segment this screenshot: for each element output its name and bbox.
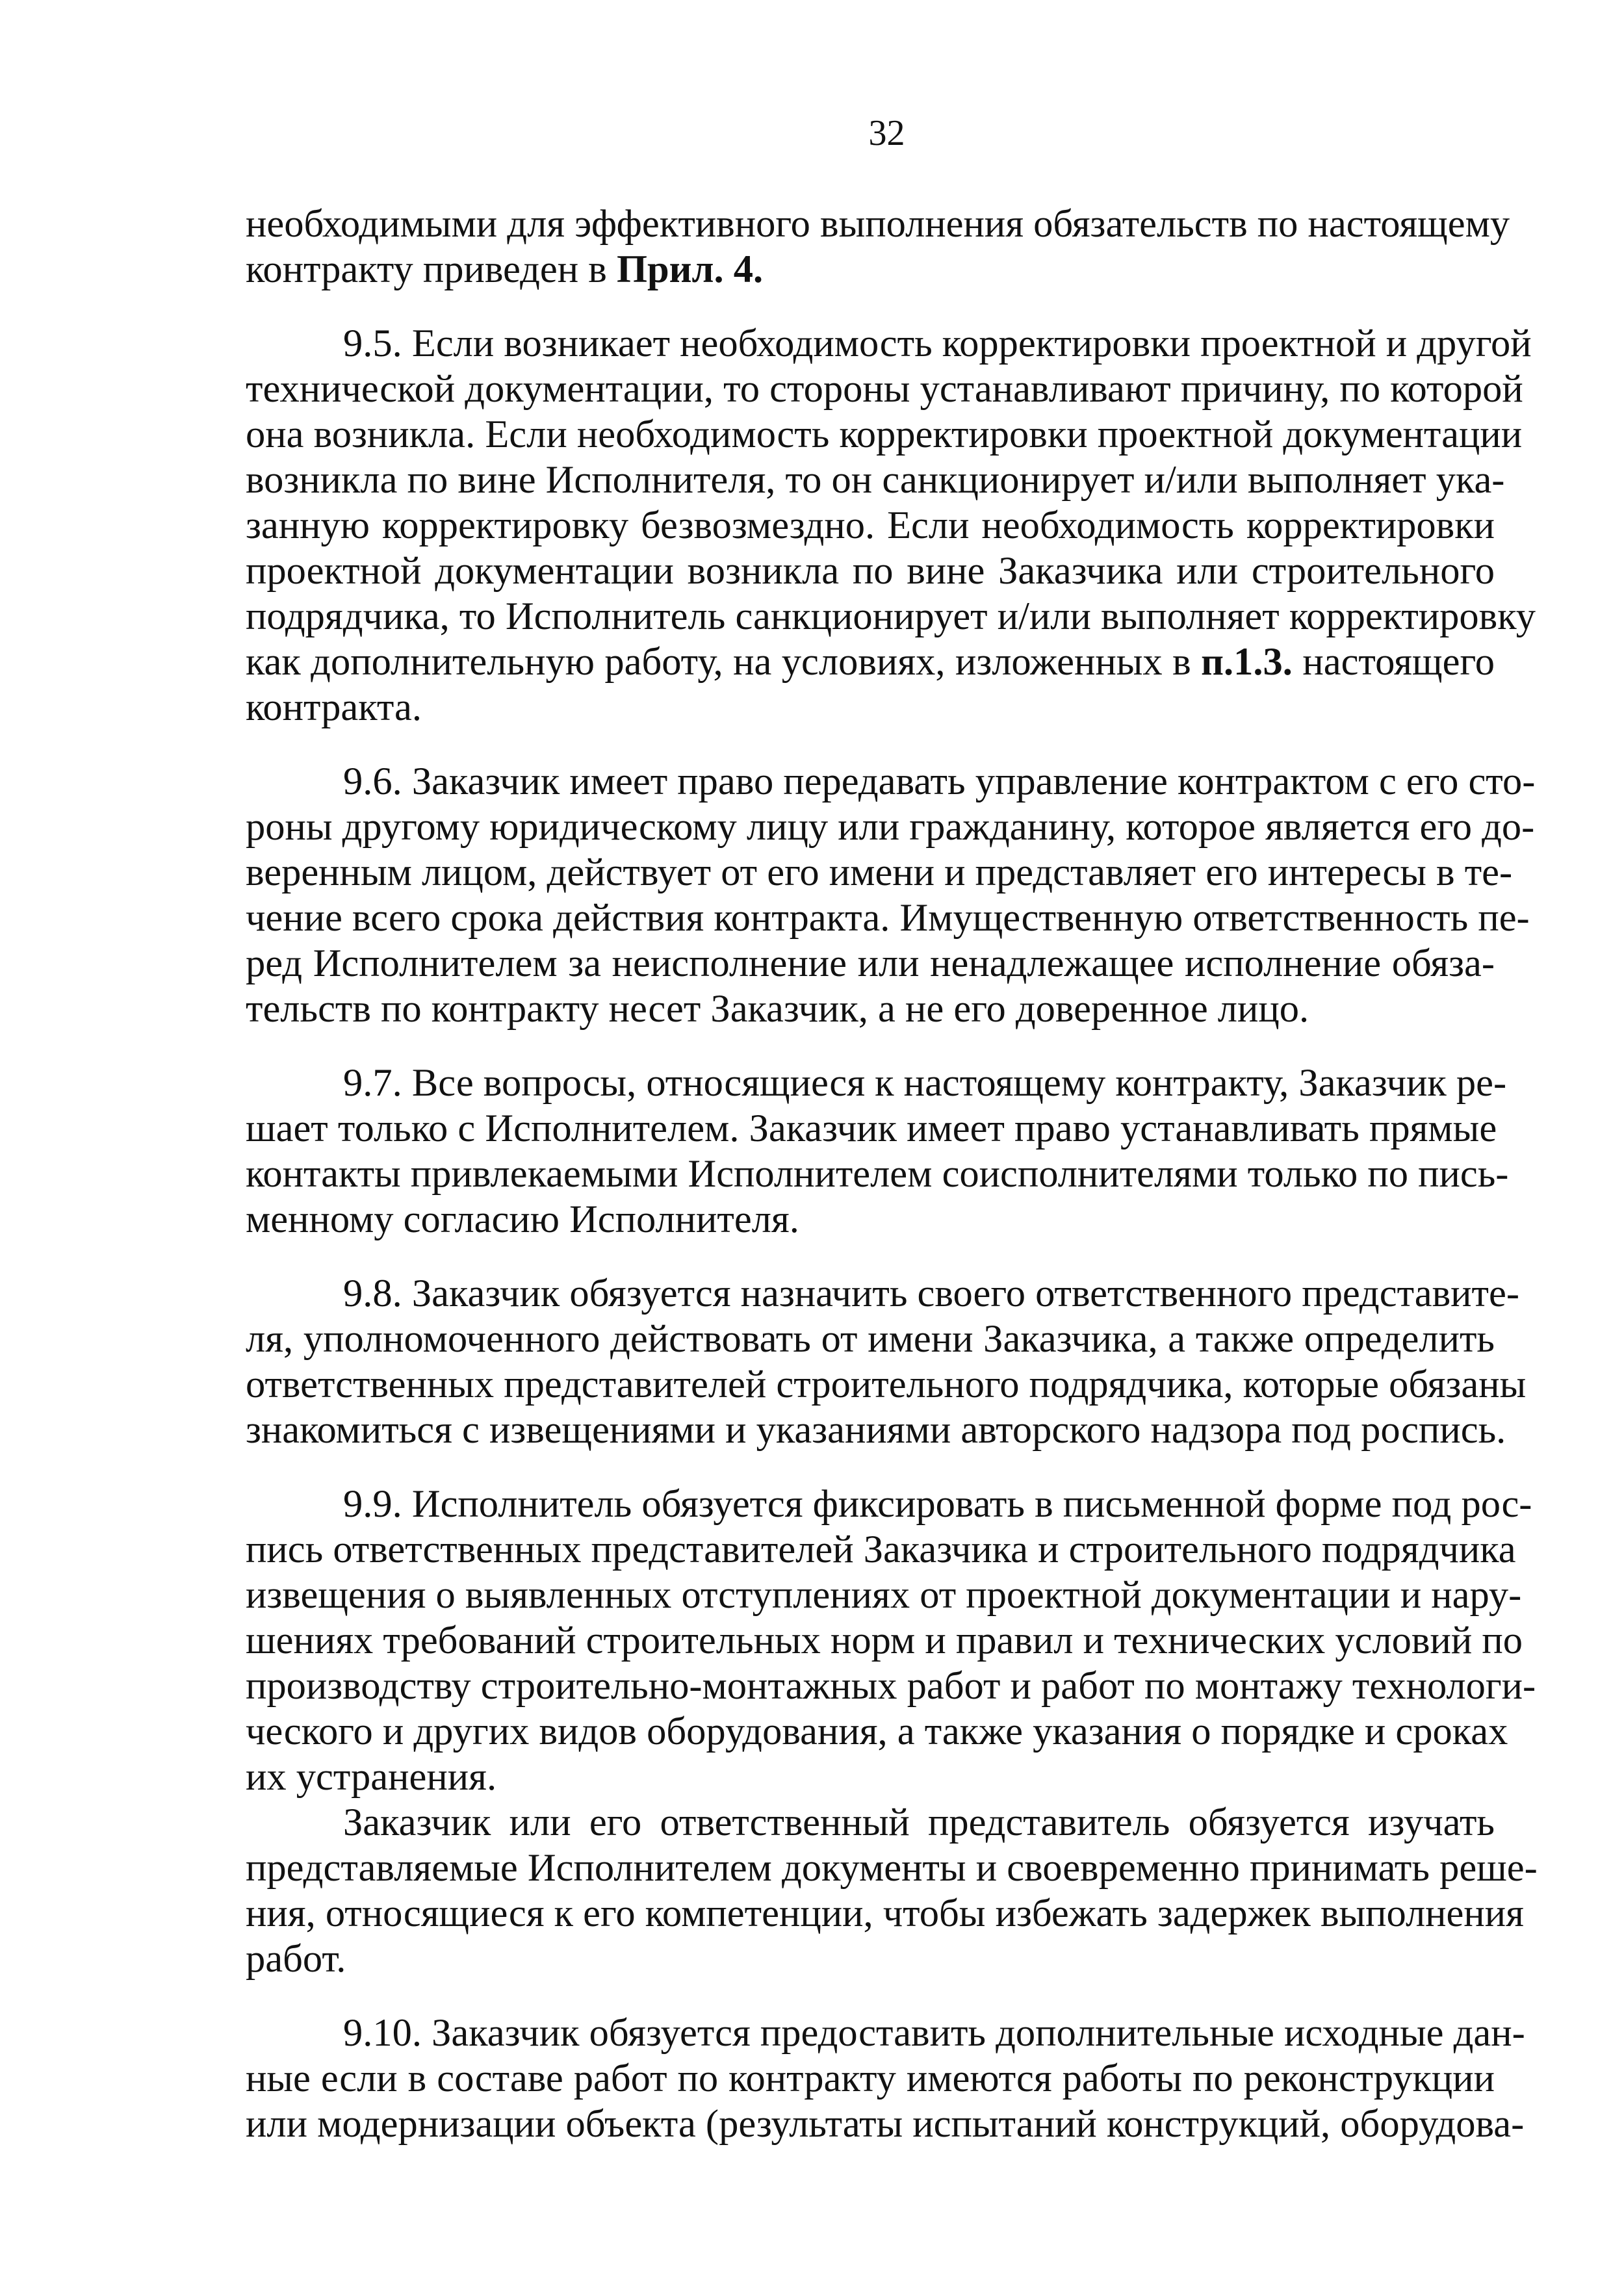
text-run: или модернизации объекта (результаты испытаний конструкций, оборудова- — [246, 2102, 1525, 2146]
text-run: 9.5. Если возникает необходимость корректировки проектной и другой — [343, 322, 1532, 365]
bold-reference: п.1.3. — [1201, 640, 1293, 684]
text-line — [246, 1482, 1532, 1527]
text-run: шениях требований строительных норм и правил и технических условий по — [246, 1619, 1523, 1662]
text-line — [246, 804, 1535, 850]
text-run: технической документации, то стороны устанавливают причину, по которой — [246, 367, 1523, 411]
text-line — [246, 1664, 1536, 1709]
text-line — [246, 895, 1530, 941]
text-run: знакомиться с извещениями и указаниями авторского надзора под роспись. — [246, 1408, 1506, 1452]
text-line — [246, 1317, 1495, 1362]
text-line — [246, 1197, 1495, 1242]
text-line — [246, 594, 1536, 639]
text-run: ля, уполномоченного действовать от имени Заказчика, а также определить — [246, 1317, 1495, 1361]
body-text — [246, 201, 1538, 2147]
text-run: роны другому юридическому лицу или гражданину, которое является его до- — [246, 805, 1535, 849]
text-line — [246, 1845, 1538, 1891]
text-line — [246, 247, 1495, 292]
text-run: ред Исполнителем за неисполнение или ненадлежащее исполнение обяза- — [246, 942, 1495, 985]
text-line — [246, 685, 1495, 730]
text-run: шает только с Исполнителем. Заказчик имеет право устанавливать прямые — [246, 1107, 1497, 1150]
text-run: ные если в составе работ по контракту имеются работы по реконструкции — [246, 2057, 1495, 2100]
text-run: контракта. — [246, 686, 422, 729]
text-line — [246, 412, 1523, 457]
text-line — [246, 1271, 1519, 1317]
page-number: 32 — [868, 113, 905, 153]
text-run: ния, относящиеся к его компетенции, чтобы избежать задержек выполнения — [246, 1892, 1524, 1935]
text-run: их устранения. — [246, 1755, 497, 1799]
text-run: проектной документации возникла по вине Заказчика или строительного — [246, 549, 1495, 593]
text-line — [246, 201, 1510, 247]
text-run: производству строительно-монтажных работ и работ по монтажу технологи- — [246, 1664, 1536, 1708]
text-run: как дополнительную работу, на условиях, изложенных в — [246, 640, 1202, 684]
text-line — [246, 1936, 1495, 1982]
text-line — [246, 321, 1532, 366]
text-line — [246, 1527, 1516, 1573]
text-run: она возникла. Если необходимость корректировки проектной документации — [246, 413, 1523, 456]
text-line — [246, 1573, 1522, 1618]
text-run: контракту приведен в — [246, 248, 617, 291]
text-run: Заказчик или его ответственный представитель обязуется изучать — [343, 1801, 1495, 1844]
text-run: ответственных представителей строительного подрядчика, которые обязаны — [246, 1363, 1527, 1406]
text-run: подрядчика, то Исполнитель санкционирует и/или выполняет корректировку — [246, 595, 1536, 638]
text-line — [246, 457, 1505, 503]
bold-reference: Прил. 4. — [616, 248, 764, 291]
text-run: настоящего — [1292, 640, 1495, 684]
text-run: представляемые Исполнителем документы и своевременно принимать реше- — [246, 1846, 1538, 1890]
text-run: работ. — [246, 1937, 346, 1981]
text-run: извещения о выявленных отступлениях от проектной документации и нару- — [246, 1573, 1522, 1617]
text-run: 9.10. Заказчик обязуется предоставить дополнительные исходные дан- — [343, 2011, 1525, 2055]
text-line — [246, 503, 1495, 548]
text-line — [246, 2102, 1525, 2147]
text-run: чение всего срока действия контракта. Имущественную ответственность пе- — [246, 896, 1530, 940]
text-run: необходимыми для эффективного выполнения обязательств по настоящему — [246, 202, 1510, 246]
text-run: 9.7. Все вопросы, относящиеся к настоящему контракту, Заказчик ре- — [343, 1061, 1507, 1105]
text-line — [246, 1755, 1495, 1800]
text-line — [246, 1060, 1507, 1106]
text-line — [246, 1362, 1527, 1408]
text-run: контакты привлекаемыми Исполнителем соисполнителями только по пись- — [246, 1152, 1509, 1196]
text-line — [246, 850, 1513, 895]
text-line — [246, 986, 1495, 1032]
text-line — [246, 548, 1495, 594]
text-line — [246, 366, 1523, 412]
text-run: менному согласию Исполнителя. — [246, 1198, 799, 1241]
text-line — [246, 1408, 1506, 1453]
text-run: занную корректировку безвозмездно. Если необходимость корректировки — [246, 504, 1495, 547]
text-line — [246, 759, 1536, 804]
text-line — [246, 1891, 1524, 1936]
text-line — [246, 639, 1495, 685]
text-run: тельств по контракту несет Заказчик, а не его доверенное лицо. — [246, 987, 1309, 1031]
text-line — [246, 2056, 1495, 2102]
text-line — [246, 2011, 1525, 2056]
text-run: 9.8. Заказчик обязуется назначить своего ответственного представите- — [343, 1272, 1519, 1315]
text-line — [246, 1106, 1495, 1151]
text-run: пись ответственных представителей Заказчика и строительного подрядчика — [246, 1528, 1516, 1571]
text-run: 9.6. Заказчик имеет право передавать управление контрактом с его сто- — [343, 760, 1536, 803]
text-line — [246, 941, 1495, 986]
text-run: 9.9. Исполнитель обязуется фиксировать в письменной форме под рос- — [343, 1482, 1532, 1526]
text-run: возникла по вине Исполнителя, то он санкционирует и/или выполняет ука- — [246, 458, 1505, 502]
text-line — [246, 1800, 1495, 1845]
text-line — [246, 1151, 1509, 1197]
text-line — [246, 1618, 1523, 1664]
text-run: веренным лицом, действует от его имени и представляет его интересы в те- — [246, 851, 1513, 894]
text-run: ческого и других видов оборудования, а также указания о порядке и сроках — [246, 1710, 1508, 1753]
text-line — [246, 1709, 1508, 1755]
